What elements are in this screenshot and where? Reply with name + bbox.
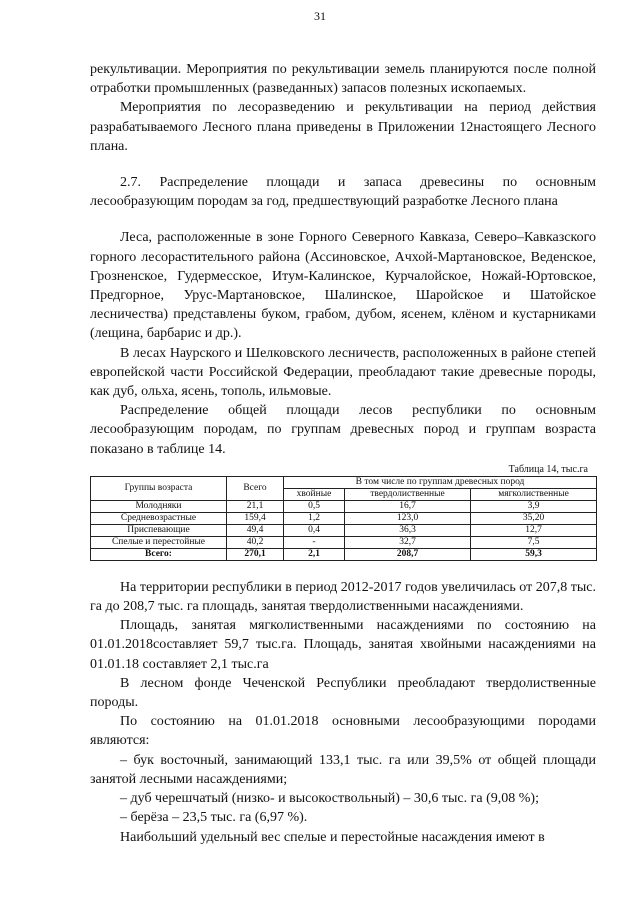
- paragraph: По состоянию на 01.01.2018 основными лесообразующими породами являются:: [90, 714, 596, 749]
- cell-total: 270,1: [227, 548, 284, 560]
- paragraph: Наибольший удельный вес спелые и перестойные насаждения имеют в: [120, 829, 545, 845]
- cell-group: Всего:: [91, 548, 227, 560]
- cell-total: 40,2: [227, 536, 284, 548]
- cell-total: 159,4: [227, 512, 284, 524]
- list-item: – дуб черешчатый (низко- и высокоствольный) – 30,6 тыс. га (9,08 %);: [120, 791, 539, 807]
- cell-softwood: 7,5: [471, 536, 597, 548]
- cell-group: Приспевающие: [91, 524, 227, 536]
- cell-softwood: 35,20: [471, 512, 597, 524]
- header-total: Всего: [227, 476, 284, 500]
- paragraph: В лесах Наурского и Шелковского лесничеств, расположенных в районе степей европейской части Российской Федерации, преобладают такие древесные породы, как дуб, ольха, ясень, тополь, ильмовые.: [90, 345, 596, 400]
- paragraph: Площадь, занятая мягколиственными насаждениями по состоянию на 01.01.2018составляет 59,7 тыс.га. Площадь, занятая хвойными насаждениями на 01.01.18 составляет 2,1 тыс.га: [90, 618, 596, 672]
- cell-hardwood: 32,7: [345, 536, 471, 548]
- cell-hardwood: 123,0: [345, 512, 471, 524]
- table-row: [91, 524, 597, 536]
- header-species-groups: В том числе по группам древесных пород: [284, 476, 597, 488]
- table-row: [91, 512, 597, 524]
- header-hardwood: твердолиственные: [345, 488, 471, 500]
- cell-softwood: 59,3: [471, 548, 597, 560]
- paragraph: Распределение общей площади лесов республики по основным лесообразующим породам, по группам древесных пород и группам возраста показано в таблице 14.: [90, 403, 596, 457]
- cell-coniferous: 0,4: [284, 524, 345, 536]
- cell-group: Молодняки: [91, 500, 227, 512]
- table-row: [91, 500, 597, 512]
- cell-coniferous: 0,5: [284, 500, 345, 512]
- cell-softwood: 12,7: [471, 524, 597, 536]
- paragraph: рекультивации. Мероприятия по рекультивации земель планируются после полной отработки промышленных (разведанных) запасов полезных ископаемых.: [90, 62, 596, 97]
- list-item: – берёза – 23,5 тыс. га (6,97 %).: [120, 810, 308, 826]
- cell-group: Спелые и перестойные: [91, 536, 227, 548]
- header-age-groups: Группы возраста: [91, 476, 227, 500]
- header-softwood: мягколиственные: [471, 488, 597, 500]
- cell-coniferous: -: [284, 536, 345, 548]
- paragraph: В лесном фонде Чеченской Республики преобладают твердолиственные породы.: [90, 675, 596, 711]
- table-total-row: [91, 548, 597, 560]
- paragraph: Мероприятия по лесоразведению и рекультивации на период действия разрабатываемого Лесного плана приведены в Приложении 12настоящего Лесного плана.: [90, 100, 596, 154]
- table-caption: Таблица 14, тыс.га: [508, 463, 588, 475]
- section-heading: 2.7. Распределение площади и запаса древесины по основным лесообразующим породам за год, предшествующий разработке Лесного плана: [90, 175, 596, 210]
- forest-distribution-table: [90, 476, 597, 561]
- header-coniferous: хвойные: [284, 488, 345, 500]
- page-number: 31: [314, 9, 326, 23]
- cell-hardwood: 36,3: [345, 524, 471, 536]
- cell-hardwood: 208,7: [345, 548, 471, 560]
- paragraph: Леса, расположенные в зоне Горного Северного Кавказа, Северо–Кавказского горного лесорастительного района (Ассиновское, Ачхой-Мартановское, Веденское, Грозненское, Гудермесское, Итум-Калинское, Курчалойское, Ножай-Юртовское, Предгорное, Урус-Мартановское, Шалинское, Шаройское и Шатойское лесничества) представлены буком, грабом, дубом, ясенем, клёном и кустарниками (лещина, барбарис и др.).: [90, 230, 596, 342]
- cell-group: Средневозрастные: [91, 512, 227, 524]
- list-item: – бук восточный, занимающий 133,1 тыс. га или 39,5% от общей площади занятой лесными насаждениями;: [90, 752, 596, 787]
- cell-softwood: 3,9: [471, 500, 597, 512]
- cell-coniferous: 2,1: [284, 548, 345, 560]
- page-content: [90, 60, 596, 847]
- cell-coniferous: 1,2: [284, 512, 345, 524]
- cell-total: 49,4: [227, 524, 284, 536]
- cell-hardwood: 16,7: [345, 500, 471, 512]
- table-row: [91, 536, 597, 548]
- paragraph: На территории республики в период 2012-2017 годов увеличилась от 207,8 тыс. га до 208,7 тыс. га площадь, занятая твердолиственными насаждениями.: [90, 579, 596, 615]
- cell-total: 21,1: [227, 500, 284, 512]
